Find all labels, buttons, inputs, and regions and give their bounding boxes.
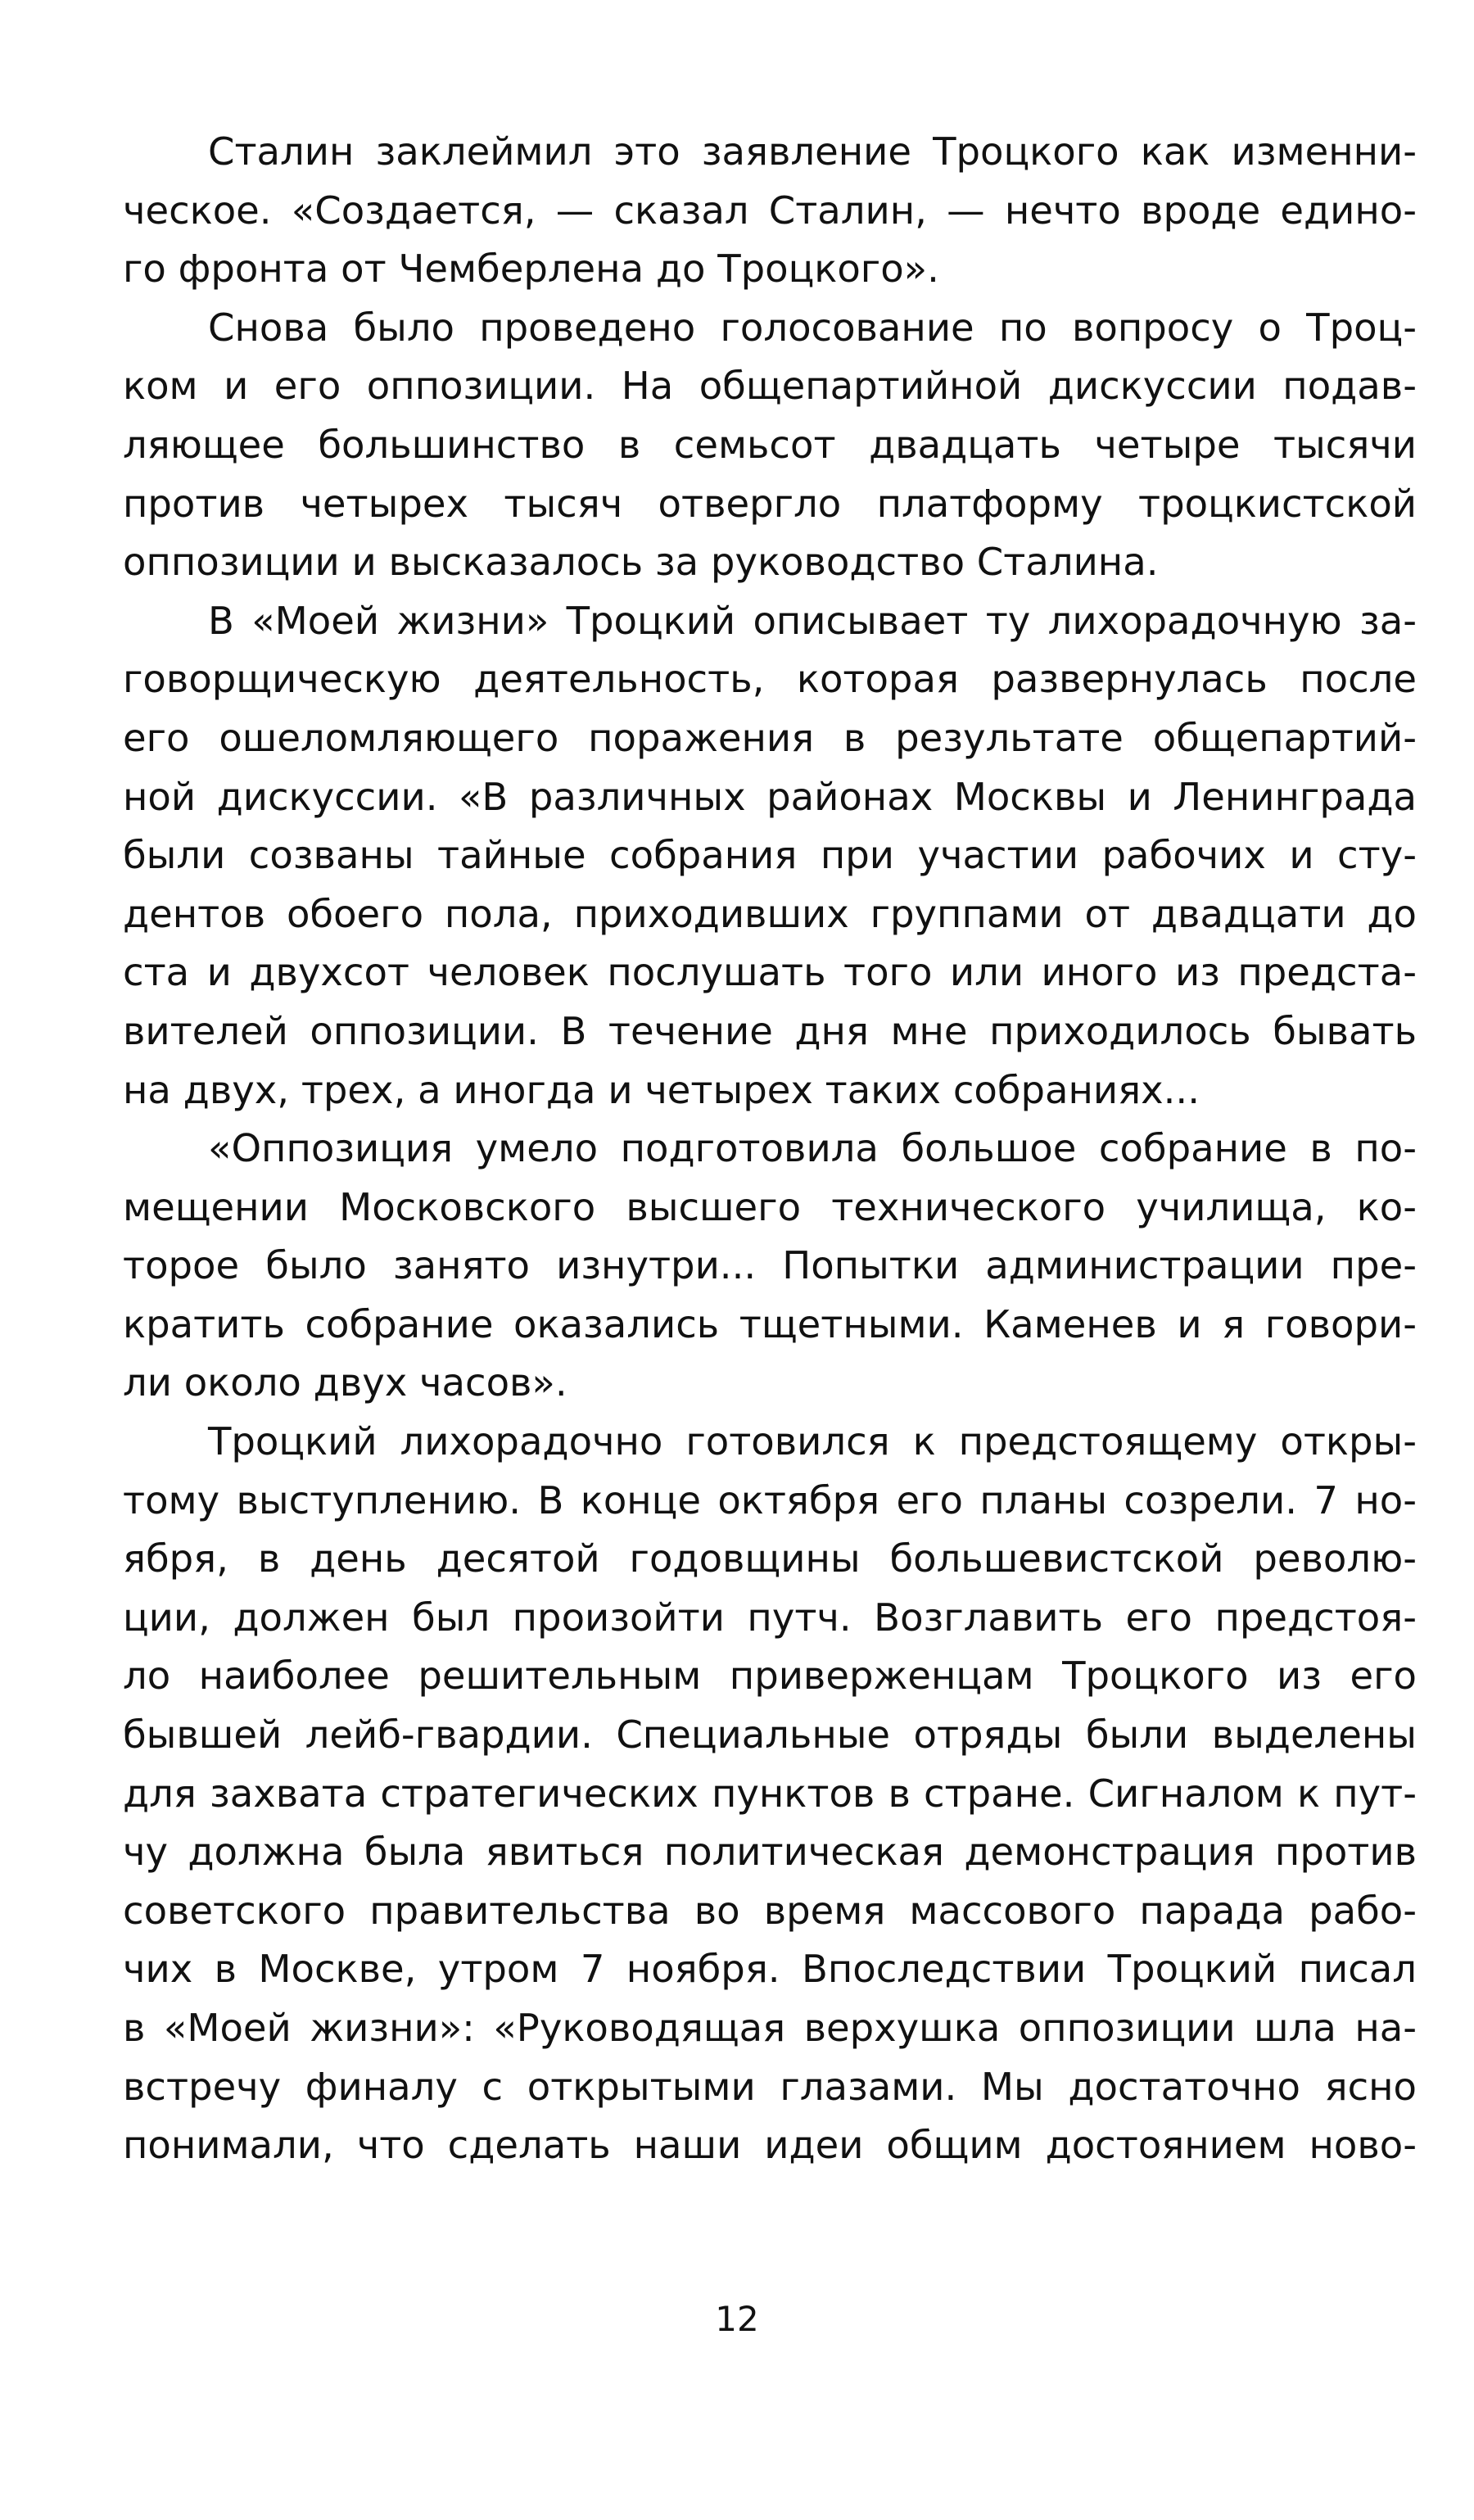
text-line: были созваны тайные собрания при участии рабочих и сту- bbox=[123, 833, 1417, 878]
text-line: дентов обоего пола, приходивших группами от двадцати до bbox=[123, 891, 1417, 936]
text-line: ста и двухсот человек послушать того или иного из предста- bbox=[123, 950, 1417, 995]
text-line: Снова было проведено голосование по вопросу о Троц- bbox=[208, 305, 1417, 350]
text-line: Троцкий лихорадочно готовился к предстоящему откры- bbox=[208, 1419, 1417, 1464]
text-line: ло наиболее решительным приверженцам Троцкого из его bbox=[123, 1654, 1417, 1699]
text-line: советского правительства во время массового парада рабо- bbox=[123, 1888, 1417, 1933]
text-line: на двух, трех, а иногда и четырех таких собраниях... bbox=[123, 1067, 1200, 1112]
text-line: ляющее большинство в семьсот двадцать четыре тысячи bbox=[123, 422, 1417, 467]
text-line: го фронта от Чемберлена до Троцкого». bbox=[123, 247, 939, 292]
text-line: для захвата стратегических пунктов в стране. Сигналом к пут- bbox=[123, 1771, 1417, 1816]
page-number: 12 bbox=[715, 2299, 759, 2339]
text-line: ции, должен был произойти путч. Возглавить его предстоя- bbox=[123, 1595, 1417, 1640]
text-line: вителей оппозиции. В течение дня мне приходилось бывать bbox=[123, 1008, 1417, 1053]
text-line: торое было занято изнутри... Попытки администрации пре- bbox=[123, 1243, 1417, 1288]
text-line: мещении Московского высшего технического училища, ко- bbox=[123, 1184, 1417, 1229]
text-line: ческое. «Создается, — сказал Сталин, — нечто вроде едино- bbox=[123, 188, 1417, 233]
text-line: бывшей лейб-гвардии. Специальные отряды были выделены bbox=[123, 1712, 1417, 1758]
text-line: встречу финалу с открытыми глазами. Мы достаточно ясно bbox=[123, 2064, 1417, 2109]
text-line: ября, в день десятой годовщины большевистской револю- bbox=[123, 1536, 1417, 1581]
text-line: против четырех тысяч отвергло платформу троцкистской bbox=[123, 481, 1417, 526]
text-line: Сталин заклеймил это заявление Троцкого как изменни- bbox=[208, 129, 1417, 174]
text-line: говорщическую деятельность, которая развернулась после bbox=[123, 657, 1417, 702]
body-text bbox=[123, 123, 1417, 2175]
text-line: кратить собрание оказались тщетными. Каменев и я говори- bbox=[123, 1301, 1417, 1346]
text-line: чих в Москве, утром 7 ноября. Впоследствии Троцкий писал bbox=[123, 1947, 1417, 1992]
text-line: его ошеломляющего поражения в результате общепартий- bbox=[123, 715, 1417, 760]
text-line: ком и его оппозиции. На общепартийной дискуссии подав- bbox=[123, 364, 1417, 409]
text-line: оппозиции и высказалось за руководство Сталина. bbox=[123, 540, 1159, 585]
text-line: ной дискуссии. «В различных районах Москвы и Ленинграда bbox=[123, 774, 1417, 819]
text-line: чу должна была явиться политическая демонстрация против bbox=[123, 1830, 1417, 1875]
text-line: ли около двух часов». bbox=[123, 1360, 567, 1405]
text-line: тому выступлению. В конце октября его планы созрели. 7 но- bbox=[123, 1477, 1417, 1522]
text-line: В «Моей жизни» Троцкий описывает ту лихорадочную за- bbox=[208, 598, 1417, 643]
text-line: понимали, что сделать наши идеи общим достоянием ново- bbox=[123, 2123, 1417, 2168]
text-line: «Оппозиция умело подготовила большое собрание в по- bbox=[208, 1126, 1417, 1171]
text-line: в «Моей жизни»: «Руководящая верхушка оппозиции шла на- bbox=[123, 2006, 1417, 2050]
